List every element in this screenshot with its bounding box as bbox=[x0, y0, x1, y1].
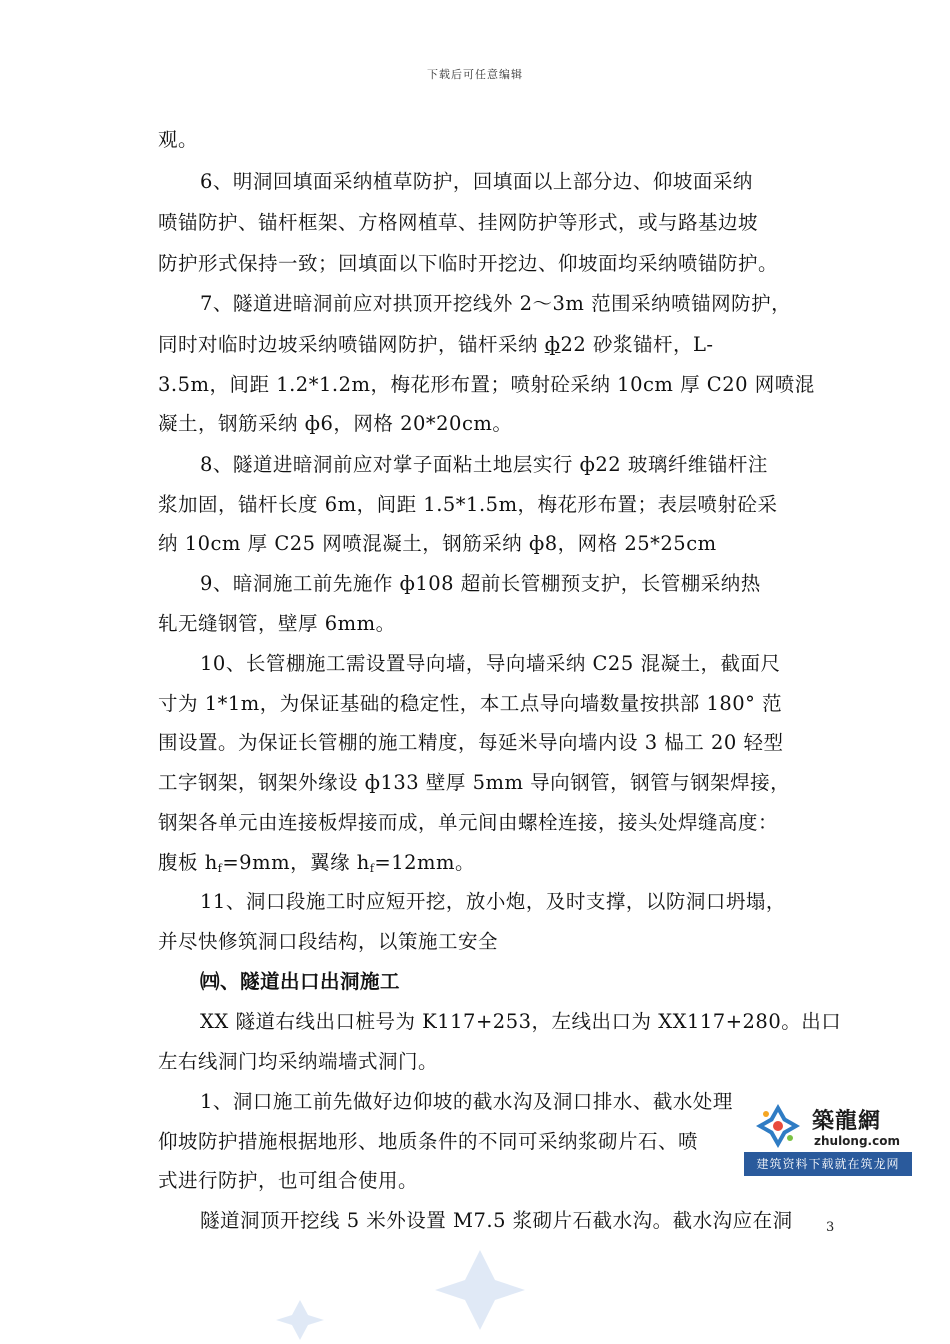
text-line: 10、长管棚施工需设置导向墙，导向墙采纳 C25 混凝土，截面尺 bbox=[200, 652, 781, 675]
page-number: 3 bbox=[826, 1220, 835, 1235]
text-line: 并尽快修筑洞口段结构，以策施工安全 bbox=[158, 930, 499, 953]
text-line bbox=[158, 329, 714, 357]
text-segment: 腹板 h bbox=[158, 851, 218, 874]
logo-url: zhulong.com bbox=[814, 1134, 900, 1148]
text-line: 6、明洞回填面采纳植草防护，回填面以上部分边、仰坡面采纳 bbox=[200, 170, 753, 193]
text-segment: 22 砂浆锚杆，L- bbox=[560, 333, 714, 356]
snowflake-watermark-icon bbox=[250, 1240, 720, 1344]
page-header: 下载后可任意编辑 bbox=[427, 68, 523, 81]
text-line: 1、洞口施工前先做好边仰坡的截水沟及洞口排水、截水处理 bbox=[200, 1090, 733, 1113]
text-line: 纳 10cm 厚 C25 网喷混凝土，钢筋采纳 ф8，网格 25*25cm bbox=[158, 532, 717, 555]
text-line: 凝土，钢筋采纳 ф6，网格 20*20cm。 bbox=[158, 412, 513, 435]
text-line: 3.5m，间距 1.2*1.2m，梅花形布置；喷射砼采纳 10cm 厚 C20 网喷混 bbox=[158, 373, 815, 396]
text-line bbox=[158, 847, 475, 875]
text-line: 9、暗洞施工前先施作 ф108 超前长管棚预支护，长管棚采纳热 bbox=[200, 572, 761, 595]
text-segment: =12mm。 bbox=[374, 851, 476, 874]
text-line: 喷锚防护、锚杆框架、方格网植草、挂网防护等形式，或与路基边坡 bbox=[158, 211, 759, 234]
logo-banner: 建筑资料下载就在筑龙网 bbox=[744, 1152, 912, 1176]
text-line: 7、隧道进暗洞前应对拱顶开挖线外 2～3m 范围采纳喷锚网防护， bbox=[200, 292, 792, 315]
text-line: 防护形式保持一致；回填面以下临时开挖边、仰坡面均采纳喷锚防护。 bbox=[158, 252, 779, 275]
text-line: 仰坡防护措施根据地形、地质条件的不同可采纳浆砌片石、喷 bbox=[158, 1130, 699, 1153]
text-line: 浆加固，锚杆长度 6m，间距 1.5*1.5m，梅花形布置；表层喷射砼采 bbox=[158, 493, 778, 516]
text-line: 围设置。为保证长管棚的施工精度，每延米导向墙内设 3 榀工 20 轻型 bbox=[158, 731, 784, 754]
section-heading: ㈣、隧道出口出洞施工 bbox=[200, 970, 401, 993]
text-line: 隧道洞顶开挖线 5 米外设置 M7.5 浆砌片石截水沟。截水沟应在洞 bbox=[200, 1209, 793, 1232]
text-line: 轧无缝钢管，壁厚 6mm。 bbox=[158, 612, 396, 635]
text-line: 式进行防护，也可组合使用。 bbox=[158, 1169, 419, 1192]
text-line: 左右线洞门均采纳端墙式洞门。 bbox=[158, 1050, 439, 1073]
text-line: 8、隧道进暗洞前应对掌子面粘土地层实行 ф22 玻璃纤维锚杆注 bbox=[200, 453, 768, 476]
subscript: f bbox=[369, 862, 375, 875]
text-line: 工字钢架，钢架外缘设 ф133 壁厚 5mm 导向钢管，钢管与钢架焊接， bbox=[158, 771, 791, 794]
logo-name: 築龍網 bbox=[812, 1109, 882, 1134]
text-segment: 同时对临时边坡采纳喷锚网防护，锚杆采纳 bbox=[158, 333, 545, 356]
subscript: f bbox=[217, 862, 223, 875]
text-segment: =9mm，翼缘 h bbox=[222, 851, 370, 874]
text-line: XX 隧道右线出口桩号为 K117+253，左线出口为 XX117+280。出口 bbox=[200, 1010, 842, 1033]
text-line: 11、洞口段施工时应短开挖，放小炮，及时支撑，以防洞口坍塌， bbox=[200, 890, 786, 913]
text-line: 观。 bbox=[158, 128, 199, 151]
text-line: 钢架各单元由连接板焊接而成，单元间由螺栓连接，接头处焊缝高度： bbox=[158, 811, 779, 834]
phi-symbol: ф bbox=[544, 333, 561, 356]
text-line: 寸为 1*1m，为保证基础的稳定性，本工点导向墙数量按拱部 180° 范 bbox=[158, 692, 783, 715]
